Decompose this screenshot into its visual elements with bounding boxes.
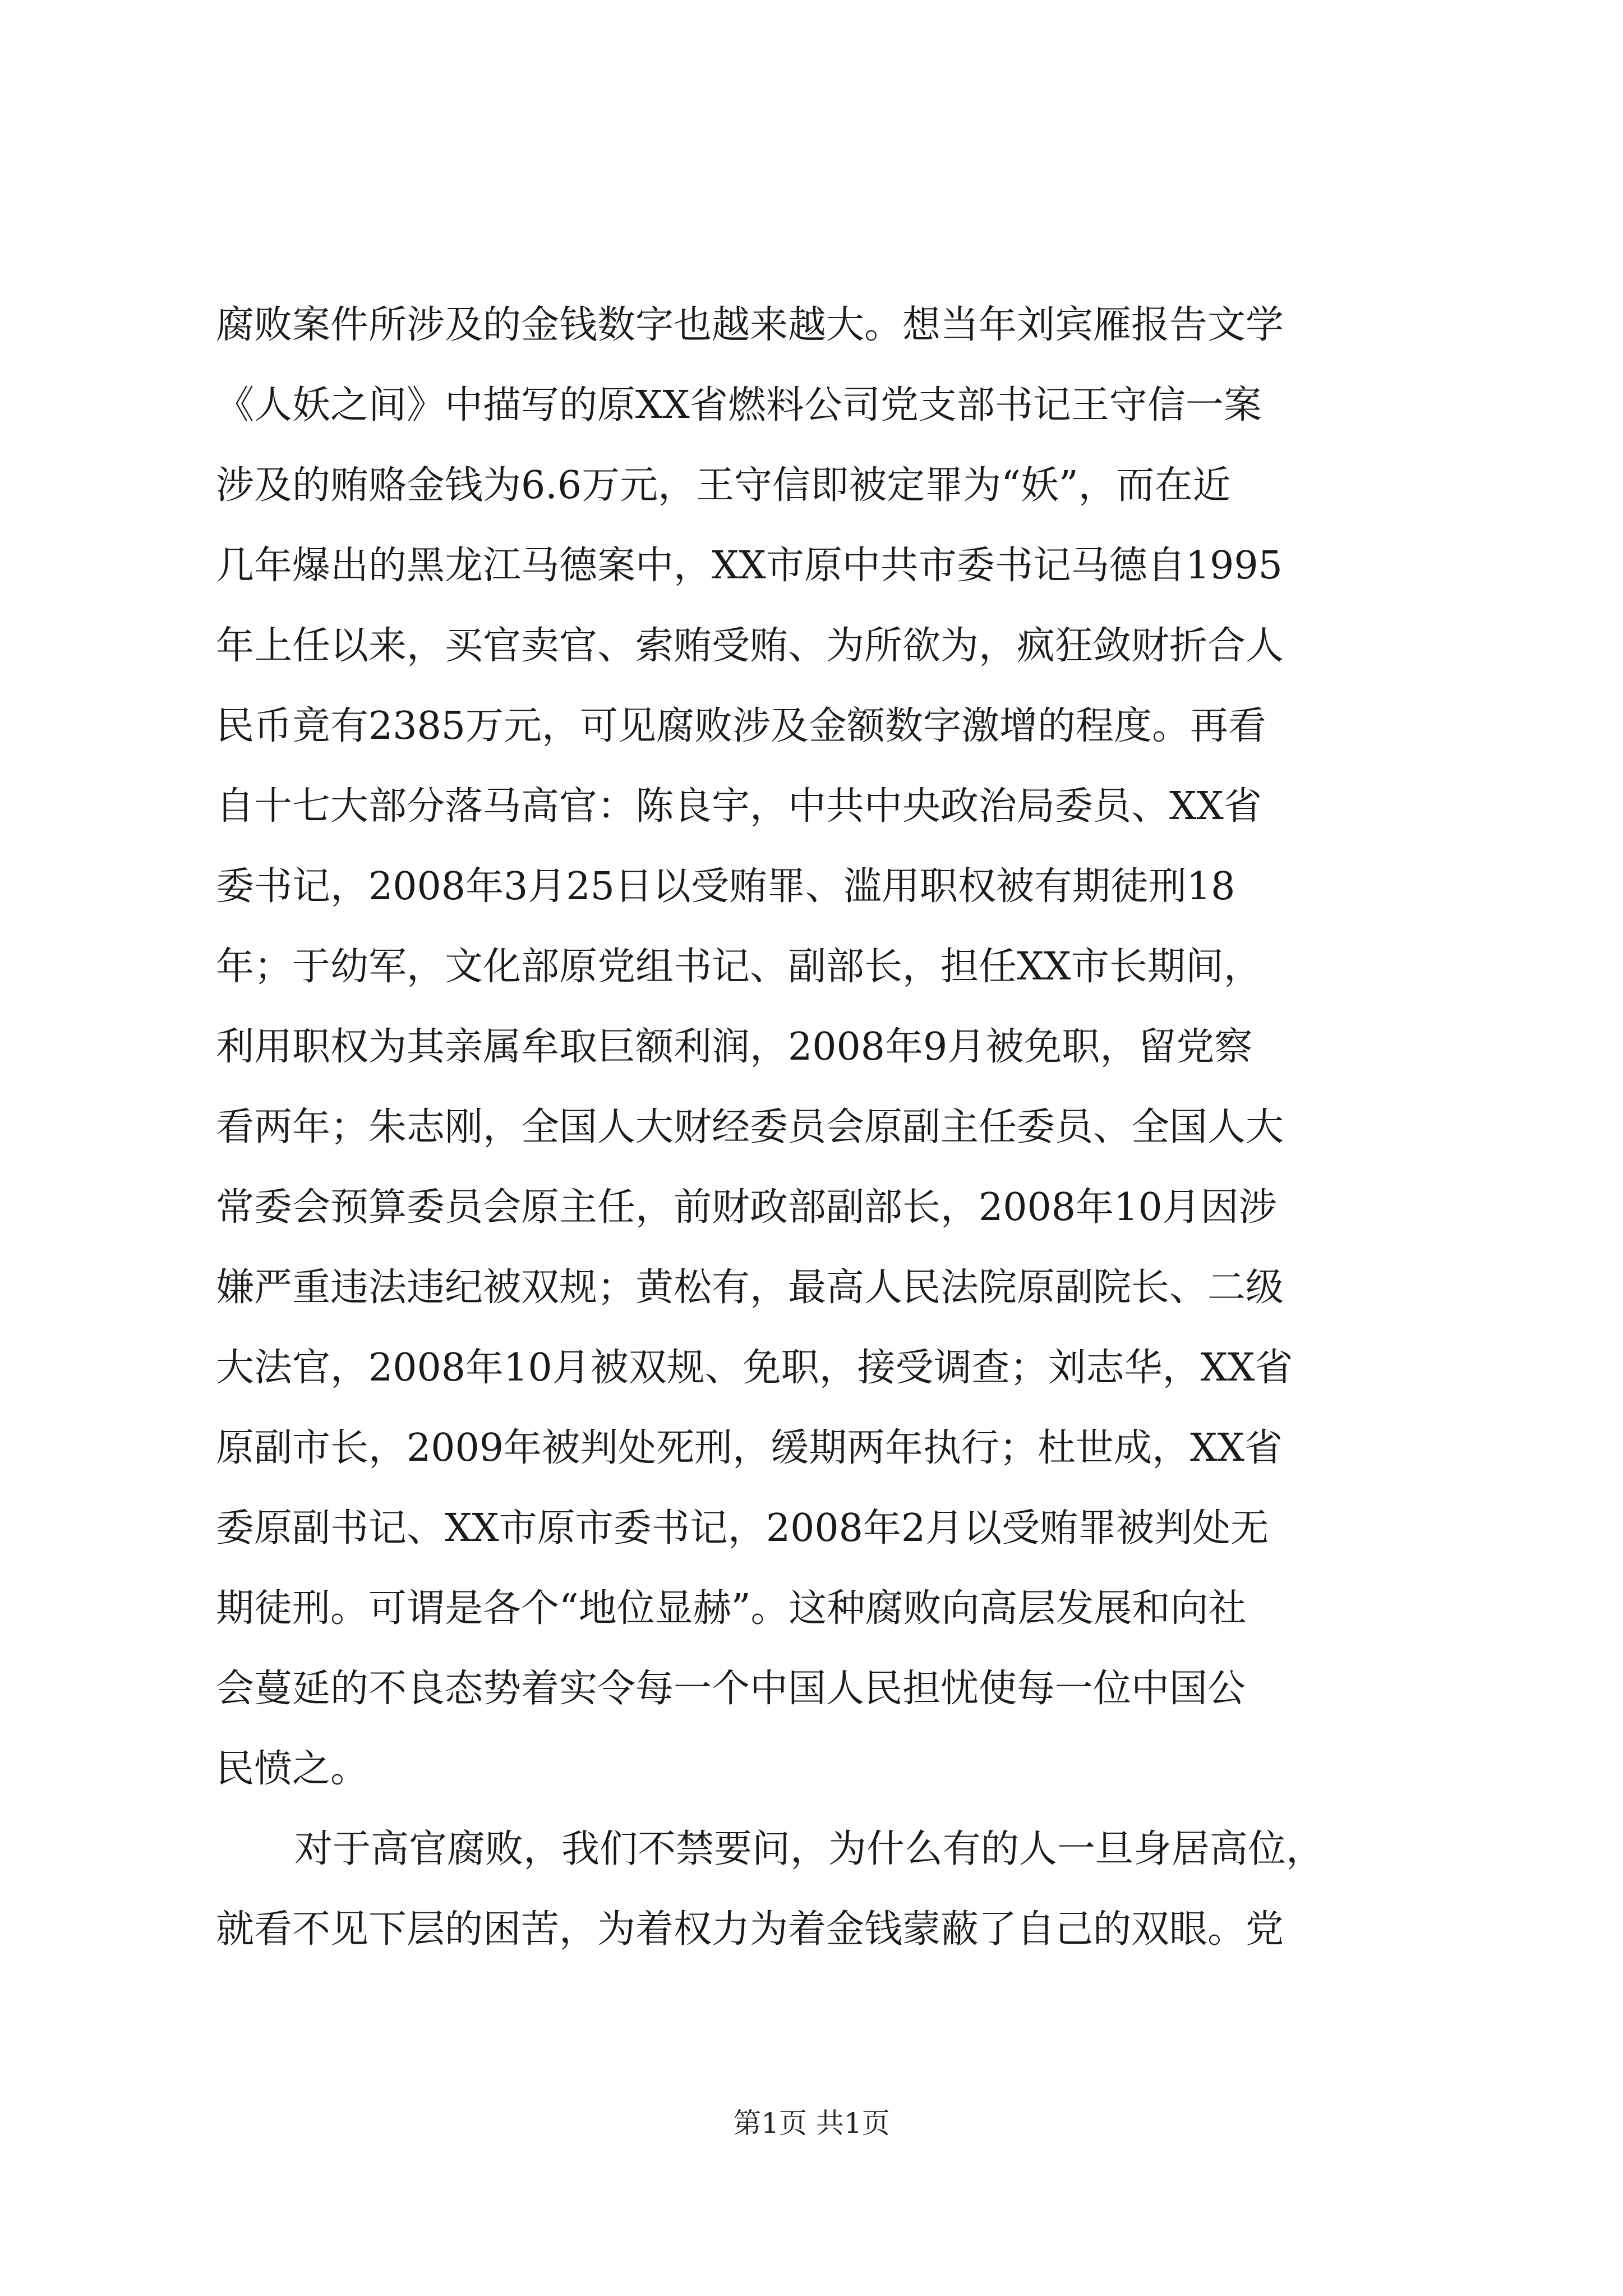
text-line: 自十七大部分落马高官：陈良宇，中共中央政治局委员、XX省 — [216, 784, 1262, 829]
text-line: 常委会预算委员会原主任，前财政部副部长，2008年10月因涉 — [216, 1185, 1277, 1230]
text-line: 大法官，2008年10月被双规、免职，接受调查；刘志华，XX省 — [216, 1346, 1293, 1390]
text-line: 委原副书记、XX市原市委书记，2008年2月以受贿罪被判处无 — [216, 1506, 1269, 1550]
text-line: 原副市长，2009年被判处死刑，缓期两年执行；杜世成，XX省 — [216, 1426, 1283, 1470]
text-line: 涉及的贿赂金钱为6.6万元，王守信即被定罪为“妖”，而在近 — [216, 463, 1231, 508]
text-line: 嫌严重违法违纪被双规；黄松有，最高人民法院原副院长、二级 — [216, 1266, 1284, 1310]
text-line: 年；于幼军，文化部原党组书记、副部长，担任XX市长期间， — [216, 945, 1262, 989]
text-line: 利用职权为其亲属牟取巨额利润，2008年9月被免职，留党察 — [216, 1025, 1253, 1069]
text-line: 年上任以来，买官卖官、索贿受贿、为所欲为，疯狂敛财折合人 — [216, 624, 1284, 668]
paragraph-first-line: 对于高官腐败，我们不禁要问，为什么有的人一旦身居高位， — [294, 1827, 1325, 1871]
page-footer: 第1页 共1页 — [733, 2107, 890, 2139]
text-line: 《人妖之间》中描写的原XX省燃料公司党支部书记王守信一案 — [216, 383, 1262, 427]
text-line: 看两年；朱志刚，全国人大财经委员会原副主任委员、全国人大 — [216, 1105, 1284, 1149]
text-line: 委书记，2008年3月25日以受贿罪、滥用职权被有期徒刑18 — [216, 864, 1235, 909]
text-line: 几年爆出的黑龙江马德案中，XX市原中共市委书记马德自1995 — [216, 544, 1283, 588]
text-line: 就看不见下层的困苦，为着权力为着金钱蒙蔽了自己的双眼。党 — [216, 1907, 1284, 1952]
text-line: 民币竟有2385万元，可见腐败涉及金额数字激增的程度。再看 — [216, 704, 1267, 748]
text-line: 会蔓延的不良态势着实令每一个中国人民担忧使每一位中国公 — [216, 1667, 1246, 1711]
text-line: 腐败案件所涉及的金钱数字也越来越大。想当年刘宾雁报告文学 — [216, 303, 1284, 347]
text-line: 民愤之。 — [216, 1747, 369, 1791]
text-line: 期徒刑。可谓是各个“地位显赫”。这种腐败向高层发展和向社 — [216, 1586, 1247, 1631]
